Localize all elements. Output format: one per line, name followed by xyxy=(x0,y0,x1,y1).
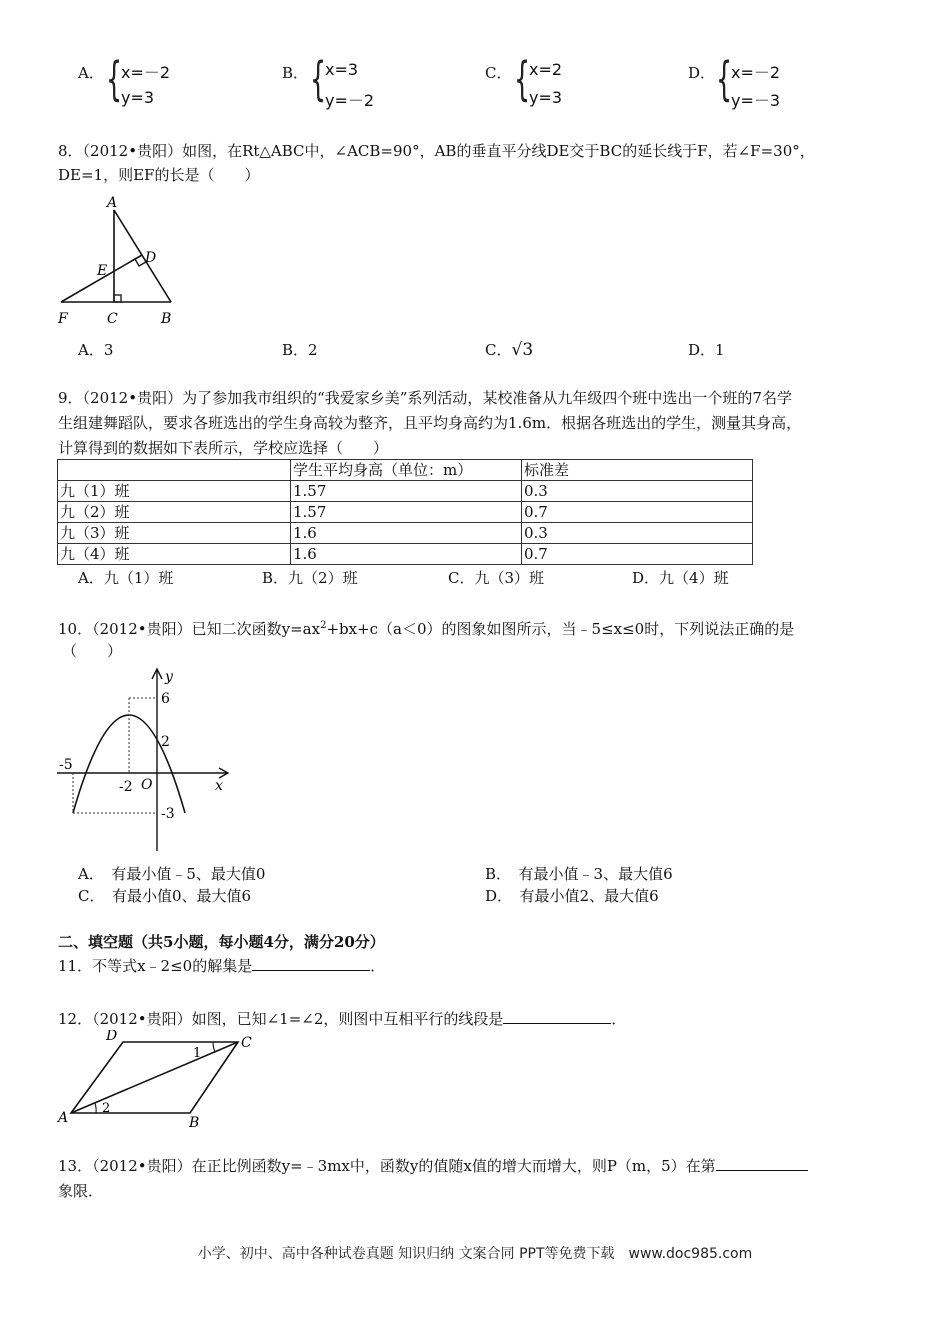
q10-option-d: D． 有最小值2、最大值6 xyxy=(485,887,659,905)
q12-angle-2: 2 xyxy=(102,1101,111,1116)
graph-label-minus3: -3 xyxy=(161,806,175,822)
q10-option-c: C． 有最小值0、最大值6 xyxy=(78,887,252,905)
q10-stem-line2: （ ） xyxy=(62,642,123,660)
q7-option-d-label: D． xyxy=(688,64,716,82)
q7-option-a-label: A． xyxy=(78,64,104,82)
table-cell: 1.6 xyxy=(291,523,522,544)
q12-stem xyxy=(58,1007,626,1031)
q10-stem-part-b: +bx+c（a＜0）的图象如图所示，当﹣5≤x≤0时，下列说法正确的是 xyxy=(326,620,795,638)
q10-option-b: B． 有最小值﹣3、最大值6 xyxy=(485,865,673,883)
q10-stem-part-a: 10．（2012•贵阳）已知二次函数y=ax xyxy=(58,620,321,638)
table-cell: 九（1）班 xyxy=(58,481,291,502)
q8-option-b-value: 2 xyxy=(308,341,318,359)
q7-option-c-label: C． xyxy=(485,64,512,82)
q10-parabola-graph xyxy=(55,665,240,855)
table-cell: 0.7 xyxy=(522,502,753,523)
table-cell: 1.57 xyxy=(291,481,522,502)
q8-label-c: C xyxy=(107,311,118,327)
q8-option-d-label: D． xyxy=(688,341,716,359)
q10-option-a: A． 有最小值﹣5、最大值0 xyxy=(78,865,266,883)
table-cell: 0.3 xyxy=(522,523,753,544)
q8-option-a-value: 3 xyxy=(103,341,114,359)
q9-option-c: C．九（3）班 xyxy=(448,569,545,587)
q8-triangle-figure xyxy=(55,192,185,332)
table-header-row xyxy=(58,460,753,481)
table-cell: 1.6 xyxy=(291,544,522,565)
q8-label-d: D xyxy=(145,250,157,266)
q9-option-d: D．九（4）班 xyxy=(632,569,729,587)
q8-label-b: B xyxy=(161,311,172,327)
q8-option-d xyxy=(688,339,725,360)
q7-option-c-x: x=2 xyxy=(529,60,563,79)
q8-option-b-label: B． xyxy=(282,341,309,359)
q8-option-c xyxy=(485,339,533,360)
q7-option-a-x: x=－2 xyxy=(121,63,171,82)
q12-end-punct: ． xyxy=(611,1010,627,1028)
q13-text: 13．（2012•贵阳）在正比例函数y=﹣3mx中，函数y的值随x值的增大而增大，则P（m，5）在第 xyxy=(58,1157,716,1175)
q7-option-b-brace: { xyxy=(310,52,327,106)
q12-text: 12．（2012•贵阳）如图，已知∠1=∠2，则图中互相平行的线段是 xyxy=(58,1010,504,1028)
q7-option-a-brace: { xyxy=(106,52,123,106)
q9-data-table xyxy=(57,459,753,565)
graph-label-x: x xyxy=(215,778,223,794)
q12-label-a: A xyxy=(58,1110,69,1126)
q13-stem-line1 xyxy=(58,1154,808,1178)
graph-label-origin: O xyxy=(141,777,153,793)
table-cell: 九（4）班 xyxy=(58,544,291,565)
q7-option-c-y: y=3 xyxy=(529,88,563,107)
table-row xyxy=(58,523,753,544)
q8-option-d-value: 1 xyxy=(715,341,725,359)
graph-label-minus2: -2 xyxy=(119,779,133,795)
q9-stem-line3: 计算得到的数据如下表所示，学校应选择（ ） xyxy=(58,439,389,457)
q12-label-b: B xyxy=(189,1115,200,1130)
q12-parallelogram-figure xyxy=(55,1030,270,1130)
q7-option-d-y: y=－3 xyxy=(731,91,781,110)
table-cell: 0.7 xyxy=(522,544,753,565)
table-cell: 0.3 xyxy=(522,481,753,502)
q12-label-d: D xyxy=(106,1030,118,1044)
q7-option-d-brace: { xyxy=(716,52,733,106)
graph-label-2: 2 xyxy=(161,734,170,750)
q9-option-b: B．九（2）班 xyxy=(262,569,358,587)
graph-label-minus5: -5 xyxy=(59,757,73,773)
q9-stem-line2: 生组建舞蹈队，要求各班选出的学生身高较为整齐，且平均身高约为1.6m．根据各班选出的学生，测量其身高， xyxy=(58,414,802,432)
q13-stem-line2: 象限． xyxy=(58,1182,104,1200)
q10-stem-line1 xyxy=(58,614,794,641)
table-cell: 九（2）班 xyxy=(58,502,291,523)
q11-text: 11．不等式x﹣2≤0的解集是 xyxy=(58,957,253,975)
q8-label-a: A xyxy=(107,195,118,211)
table-row xyxy=(58,481,753,502)
table-cell: 1.57 xyxy=(291,502,522,523)
q8-option-a-label: A． xyxy=(78,341,104,359)
q10-stem-exponent: 2 xyxy=(320,620,327,631)
q8-option-c-value: √3 xyxy=(511,340,534,360)
q7-option-d-x: x=－2 xyxy=(731,63,781,82)
table-header-cell xyxy=(58,460,291,481)
q8-option-b xyxy=(282,339,318,360)
section2-title: 二、填空题（共5小题，每小题4分，满分20分） xyxy=(58,933,385,951)
q9-option-a: A．九（1）班 xyxy=(78,569,174,587)
graph-label-6: 6 xyxy=(161,691,170,707)
q8-option-c-label: C． xyxy=(485,341,512,359)
table-row xyxy=(58,544,753,565)
q9-stem-line1: 9．（2012•贵阳）为了参加我市组织的“我爱家乡美”系列活动，某校准备从九年级四个班中选出一个班的7名学 xyxy=(58,389,792,407)
q12-angle-1: 1 xyxy=(193,1046,202,1061)
q7-option-b-label: B． xyxy=(282,64,309,82)
q11-answer-blank[interactable] xyxy=(252,954,370,971)
q8-stem-line2: DE=1，则EF的长是（ ） xyxy=(58,166,260,184)
q11-end-punct: ． xyxy=(370,957,386,975)
q7-option-a-y: y=3 xyxy=(121,88,155,107)
q7-option-b-x: x=3 xyxy=(325,60,359,79)
q8-option-a xyxy=(78,339,113,360)
q12-label-c: C xyxy=(241,1035,252,1051)
q8-label-f: F xyxy=(58,311,68,327)
q7-option-c-brace: { xyxy=(514,52,531,106)
table-cell: 九（3）班 xyxy=(58,523,291,544)
q13-answer-blank[interactable] xyxy=(716,1154,808,1171)
table-header-cell: 学生平均身高（单位：m） xyxy=(291,460,522,481)
q8-label-e: E xyxy=(97,263,108,279)
graph-label-y: y xyxy=(165,669,173,685)
q12-answer-blank[interactable] xyxy=(503,1007,611,1024)
q11-stem xyxy=(58,954,385,978)
q8-stem-line1: 8．（2012•贵阳）如图，在Rt△ABC中，∠ACB=90°，AB的垂直平分线DE交于BC的延长线于F，若∠F=30°， xyxy=(58,142,815,160)
table-header-cell: 标准差 xyxy=(522,460,753,481)
table-row xyxy=(58,502,753,523)
page-footer: 小学、初中、高中各种试卷真题 知识归纳 文案合同 PPT等免费下载 www.doc985.com xyxy=(197,1246,753,1262)
q7-option-b-y: y=－2 xyxy=(325,91,375,110)
